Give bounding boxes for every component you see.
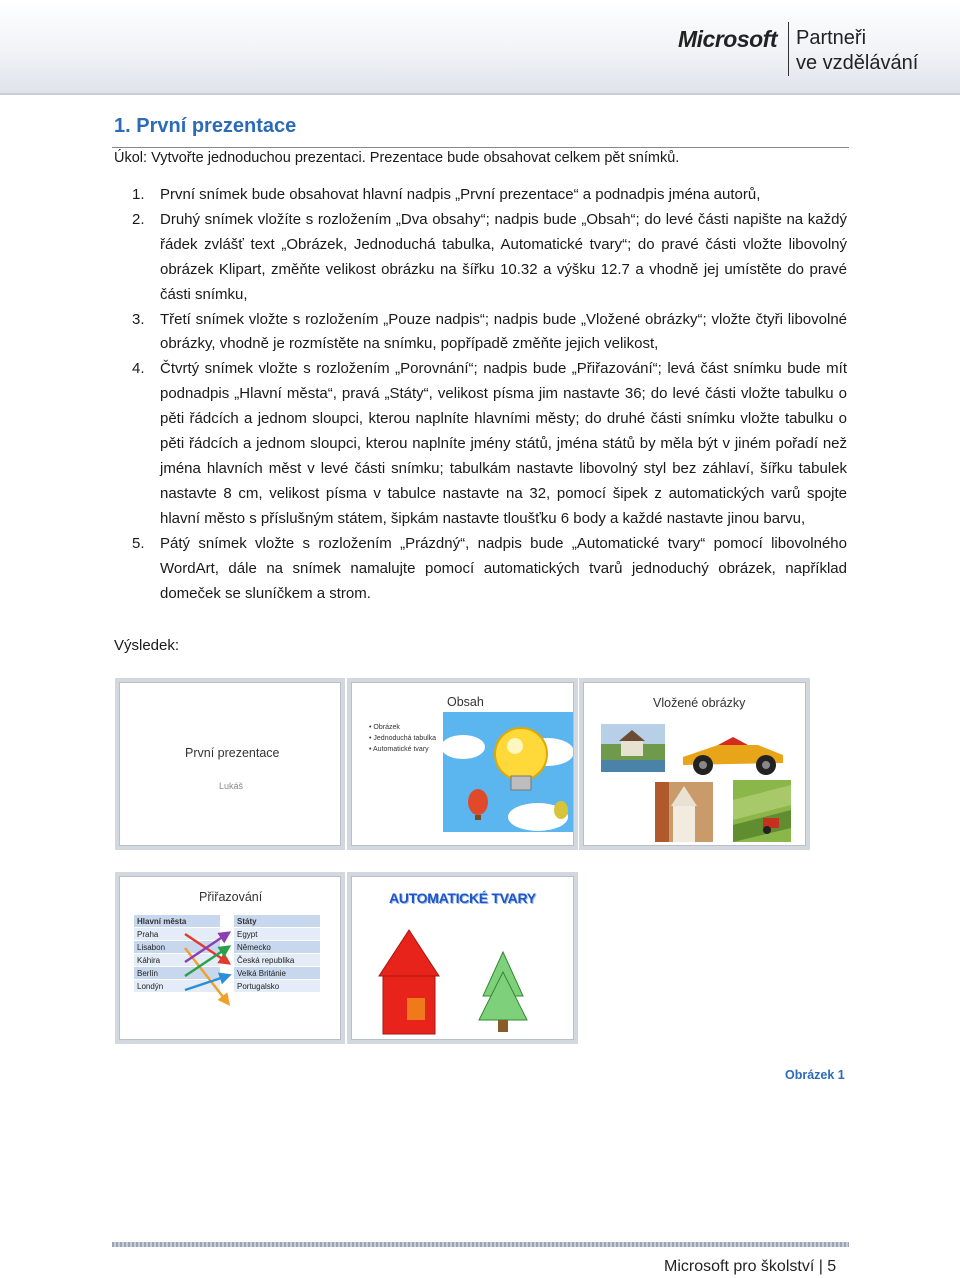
cities-header: Hlavní města [134, 915, 221, 928]
matching-arrows [183, 928, 233, 1008]
slide-4-title: Přiřazování [199, 890, 263, 904]
list-number: 1. [132, 186, 145, 203]
slide-5-thumbnail [347, 872, 578, 1044]
states-table [233, 914, 321, 993]
bullet-item: • Automatické tvary [369, 746, 429, 753]
slide-2-thumbnail [347, 678, 578, 850]
title-rule [112, 147, 849, 148]
slide-1-title: První prezentace [185, 746, 280, 760]
list-text: Pátý snímek vložte s rozložením „Prázdný“, nadpis bude „Automatické tvary“ pomocí libovolného WordArt, dále na snímek namalujte pomocí automatických tvarů jednoduchý obrázek, například domeček se sluníčkem a strom. [160, 534, 847, 602]
bullet-item: • Jednoduchá tabulka [369, 735, 436, 742]
bullet-item: • Obrázek [369, 724, 400, 731]
landscape-image [601, 724, 665, 772]
list-text: Čtvrtý snímek vložte s rozložením „Porovnání“; nadpis bude „Přiřazování“; levá část snímku bude mít podnadpis „Hlavní města“, pravá „Státy“, velikost písma jim nastavte 36; do levé části vložte tabulku o pěti řádcích a jednom sloupci, kterou naplníte hlavními městy; do druhé části snímku vložte tabulku o pěti řádcích a jednom sloupci, kterou naplníte jmény států, jména států by měla být v jiném pořadí než jména hlavních měst v levé části snímku; tabulkám nastavte libovolný styl bez záhlaví, šířku tabulek nastavte 8 cm, velikost písma v tabulce nastavte na 32, pomocí šipek z automatických varů spojte hlavní město s příslušným státem, šipkám nastavte tloušťku 6 body a každé nastavte jinou barvu, [160, 360, 847, 527]
list-number: 3. [132, 310, 145, 328]
slide-3-thumbnail [579, 678, 810, 850]
list-text: První snímek bude obsahovat hlavní nadpis „První prezentace“ a podnadpis jména autorů, [160, 186, 761, 203]
table-cell: Berlín [134, 967, 221, 980]
page-title: 1. První prezentace [114, 115, 297, 137]
list-number: 4. [132, 360, 145, 378]
logo-divider [788, 22, 789, 76]
slide-1-thumbnail [115, 678, 345, 850]
result-label: Výsledek: [114, 637, 180, 654]
slide-5-wordart: AUTOMATICKÉ TVARY [389, 890, 536, 906]
table-cell: Německo [234, 941, 321, 954]
race-car-image [678, 727, 788, 777]
slide-4-thumbnail [115, 872, 345, 1044]
table-cell: Česká republika [234, 954, 321, 967]
slide-2-title: Obsah [447, 695, 484, 709]
list-text: Druhý snímek vložíte s rozložením „Dva obsahy“; nadpis bude „Obsah“; do levé části napište na každý řádek zvlášť text „Obrázek, Jednoduchá tabulka, Automatické tvary“; do pravé části vložte libovolný obrázek Klipart, změňte velikost obrázku na šířku 10.32 a výšku 12.7 a vhodně jej umístěte do pravé části snímku, [160, 210, 847, 303]
microsoft-logo: Microsoft [678, 26, 777, 52]
table-cell: Praha [134, 928, 221, 941]
slide-2-bullets [369, 722, 436, 755]
list-text: Třetí snímek vložte s rozložením „Pouze nadpis“; nadpis bude „Vložené obrázky“; vložte čtyři libovolné obrázky, vhodně je rozmístěte na snímku, popřípadě změňte jejich velikost, [160, 310, 847, 353]
task-text: Úkol: Vytvořte jednoduchou prezentaci. Prezentace bude obsahovat celkem pět snímků. [114, 150, 680, 166]
partner-line-1: Partneři [796, 27, 867, 49]
lightbulb-clipart [443, 712, 573, 832]
table-cell: Portugalsko [234, 980, 321, 993]
church-image [655, 782, 713, 842]
list-item [114, 357, 847, 531]
house-and-tree-shapes [365, 916, 555, 1036]
list-number: 5. [132, 534, 145, 552]
table-cell: Londýn [134, 980, 221, 993]
footer-bar [112, 1242, 849, 1247]
figure-caption: Obrázek 1 [785, 1068, 845, 1082]
footer-text: Microsoft pro školství | 5 [664, 1258, 837, 1275]
list-number: 2. [132, 210, 145, 228]
table-cell: Egypt [234, 928, 321, 941]
slide-3-title: Vložené obrázky [653, 696, 746, 710]
partner-logo-text [796, 26, 918, 76]
list-item [114, 208, 847, 308]
table-cell: Káhira [134, 954, 221, 967]
table-cell: Lisabon [134, 941, 221, 954]
farm-field-image [733, 780, 791, 842]
slide-1-subtitle: Lukáš [219, 781, 244, 791]
list-item [114, 183, 847, 208]
partner-line-2: ve vzdělávání [796, 52, 919, 74]
list-item [114, 532, 847, 607]
table-cell: Velká Británie [234, 967, 321, 980]
states-header: Státy [234, 915, 321, 928]
instruction-list [114, 183, 847, 606]
list-item [114, 308, 847, 358]
